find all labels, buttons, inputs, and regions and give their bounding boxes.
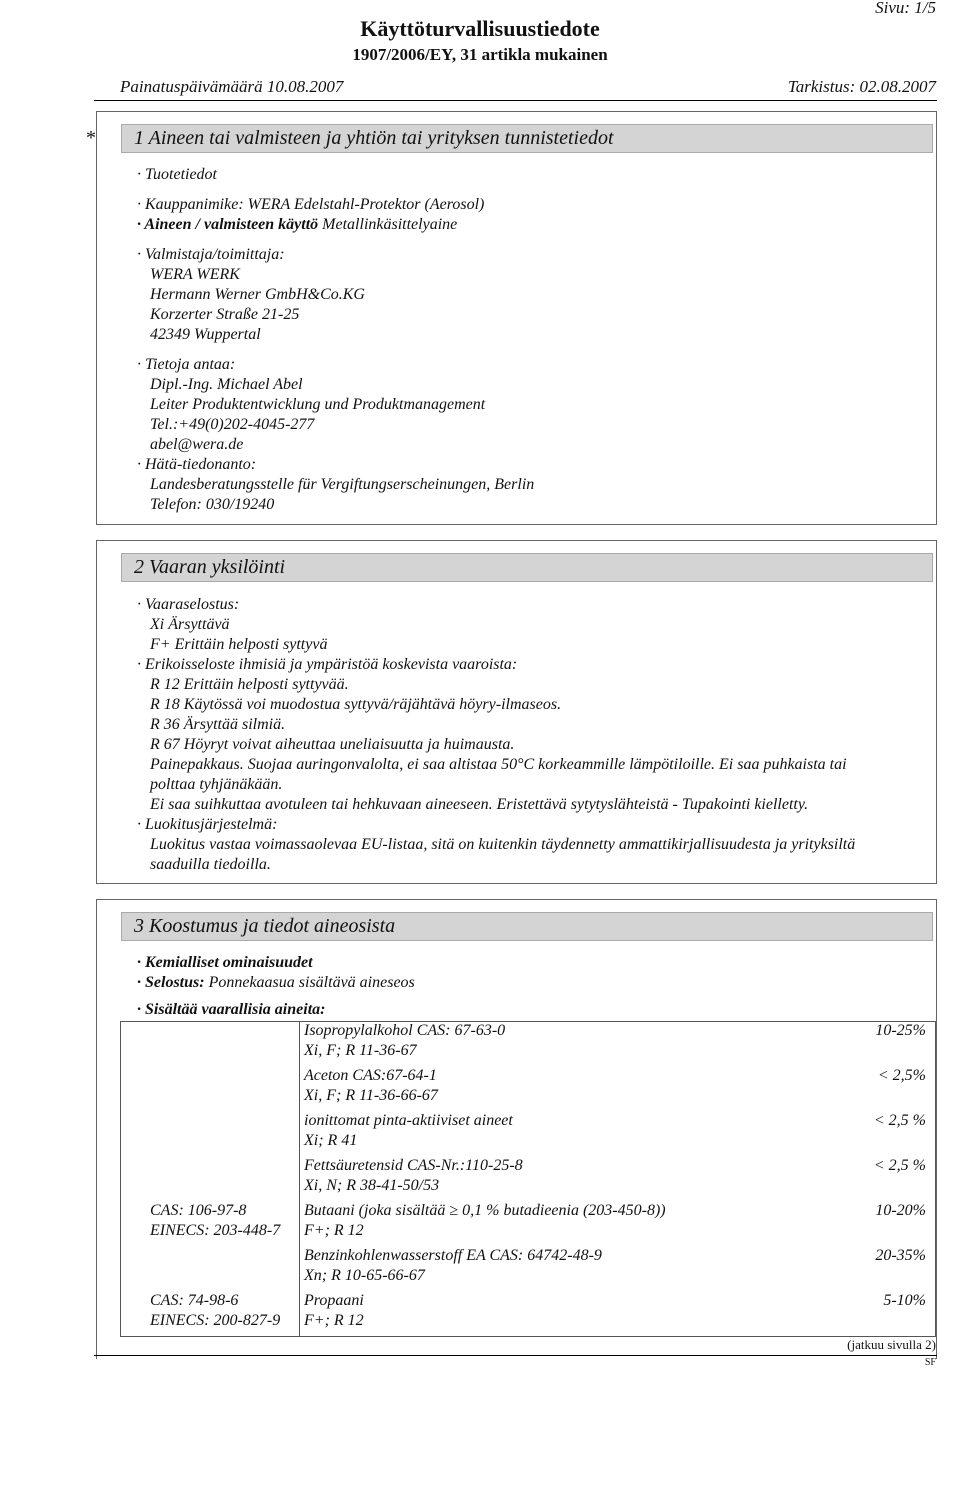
special-hazard-line: R 36 Ärsyttää silmiä. <box>150 716 286 733</box>
section-2-heading: 2 Vaaran yksilöinti <box>121 553 933 582</box>
chemical-properties-label: · Kemialliset ominaisuudet <box>137 954 313 971</box>
header-divider <box>94 100 937 101</box>
section-1 <box>96 111 937 525</box>
special-hazard-label: · Erikoisseloste ihmisiä ja ympäristöä koskevista vaaroista: <box>137 656 518 673</box>
manufacturer-label: · Valmistaja/toimittaja: <box>137 246 285 263</box>
special-hazard-line: R 18 Käytössä voi muodostua syttyvä/räjähtävä höyry-ilmaseos. <box>150 696 562 713</box>
substance-name: Isopropylalkohol CAS: 67-63-0 <box>304 1022 506 1039</box>
concentration: 10-25% <box>875 1022 926 1039</box>
einecs-number: EINECS: 200-827-9 <box>150 1312 281 1329</box>
special-hazard-line: R 12 Erittäin helposti syttyvää. <box>150 676 349 693</box>
hazardous-contents-label: · Sisältää vaarallisia aineita: <box>137 1001 326 1018</box>
risk-phrases: Xi, N; R 38-41-50/53 <box>304 1177 440 1194</box>
cas-number: CAS: 74-98-6 <box>150 1292 239 1309</box>
hazard-line: F+ Erittäin helposti syttyvä <box>150 636 328 653</box>
use-value: Metallinkäsittelyaine <box>318 216 458 233</box>
special-hazard-line: R 67 Höyryt voivat aiheuttaa uneliaisuutta ja huimausta. <box>150 736 515 753</box>
print-date: Painatuspäivämäärä 10.08.2007 <box>120 77 344 96</box>
change-marker: * <box>86 127 96 149</box>
manufacturer-line: Korzerter Straße 21-25 <box>150 306 300 323</box>
substance-name: ionittomat pinta-aktiiviset aineet <box>304 1112 513 1129</box>
emergency-line: Telefon: 030/19240 <box>150 496 275 513</box>
manufacturer-line: Hermann Werner GmbH&Co.KG <box>150 286 365 303</box>
document-subtitle: 1907/2006/EY, 31 artikla mukainen <box>352 45 608 64</box>
info-line: Dipl.-Ing. Michael Abel <box>150 376 303 393</box>
einecs-number: EINECS: 203-448-7 <box>150 1222 281 1239</box>
substance-name: Fettsäuretensid CAS-Nr.:110-25-8 <box>304 1157 523 1174</box>
description-label: · Selostus: <box>137 974 205 991</box>
risk-phrases: Xi, F; R 11-36-66-67 <box>304 1087 438 1104</box>
continuation-note: (jatkuu sivulla 2) <box>847 1337 936 1352</box>
concentration: < 2,5 % <box>873 1112 926 1129</box>
risk-phrases: Xn; R 10-65-66-67 <box>304 1267 425 1284</box>
info-label: · Tietoja antaa: <box>137 356 236 373</box>
risk-phrases: F+; R 12 <box>304 1222 364 1239</box>
section-3-heading: 3 Koostumus ja tiedot aineosista <box>121 912 933 941</box>
use-label: · Aineen / valmisteen käyttö <box>137 216 319 233</box>
classification-label: · Luokitusjärjestelmä: <box>137 816 278 833</box>
product-info-label: · Tuotetiedot <box>137 166 217 183</box>
concentration: 10-20% <box>875 1202 926 1219</box>
special-hazard-line: Painepakkaus. Suojaa auringonvalolta, ei saa altistaa 50°C korkeammille lämpötiloille. Ei saa puhkaista tai <box>150 756 847 773</box>
use-line <box>137 216 457 234</box>
page-number: Sivu: 1/5 <box>875 0 936 17</box>
substance-name: Benzinkohlenwasserstoff EA CAS: 64742-48-9 <box>304 1247 602 1264</box>
info-line: abel@wera.de <box>150 436 244 453</box>
language-code: SF <box>924 1357 936 1368</box>
section-1-heading: 1 Aineen tai valmisteen ja yhtiön tai yrityksen tunnistetiedot <box>121 124 933 153</box>
risk-phrases: F+; R 12 <box>304 1312 364 1329</box>
manufacturer-line: 42349 Wuppertal <box>150 326 261 343</box>
substance-name: Propaani <box>304 1292 364 1309</box>
document-title: Käyttöturvallisuustiedote <box>360 16 600 41</box>
emergency-line: Landesberatungsstelle für Vergiftungserscheinungen, Berlin <box>150 476 535 493</box>
composition-table <box>120 1021 936 1337</box>
manufacturer-line: WERA WERK <box>150 266 240 283</box>
info-line: Tel.:+49(0)202-4045-277 <box>150 416 315 433</box>
revision-date: Tarkistus: 02.08.2007 <box>787 77 936 96</box>
substance-name: Butaani (joka sisältää ≥ 0,1 % butadieenia (203-450-8)) <box>304 1202 666 1219</box>
special-hazard-line: polttaa tyhjänäkään. <box>150 776 283 793</box>
risk-phrases: Xi, F; R 11-36-67 <box>304 1042 417 1059</box>
classification-line: saaduilla tiedoilla. <box>150 856 271 873</box>
cas-number: CAS: 106-97-8 <box>150 1202 247 1219</box>
info-line: Leiter Produktentwicklung und Produktmanagement <box>150 396 486 413</box>
column-divider <box>299 1022 300 1336</box>
concentration: 5-10% <box>883 1292 926 1309</box>
section-2 <box>96 540 937 884</box>
hazard-line: Xi Ärsyttävä <box>150 616 230 633</box>
hazard-label: · Vaaraselostus: <box>137 596 240 613</box>
emergency-label: · Hätä-tiedonanto: <box>137 456 257 473</box>
trade-name: · Kauppanimike: WERA Edelstahl-Protektor (Aerosol) <box>137 196 485 213</box>
description-value: Ponnekaasua sisältävä aineseos <box>204 974 415 991</box>
substance-name: Aceton CAS:67-64-1 <box>304 1067 437 1084</box>
concentration: 20-35% <box>875 1247 926 1264</box>
description-line <box>137 974 415 992</box>
concentration: < 2,5 % <box>873 1157 926 1174</box>
footer-divider <box>94 1355 937 1356</box>
special-hazard-line: Ei saa suihkuttaa avotuleen tai hehkuvaan aineeseen. Eristettävä sytytyslähteistä - Tupakointi kielletty. <box>150 796 809 813</box>
classification-line: Luokitus vastaa voimassaolevaa EU-listaa, sitä on kuitenkin täydennetty ammattikirjallisuudesta ja yrityksiltä <box>150 836 856 853</box>
concentration: < 2,5% <box>877 1067 926 1084</box>
risk-phrases: Xi; R 41 <box>304 1132 358 1149</box>
